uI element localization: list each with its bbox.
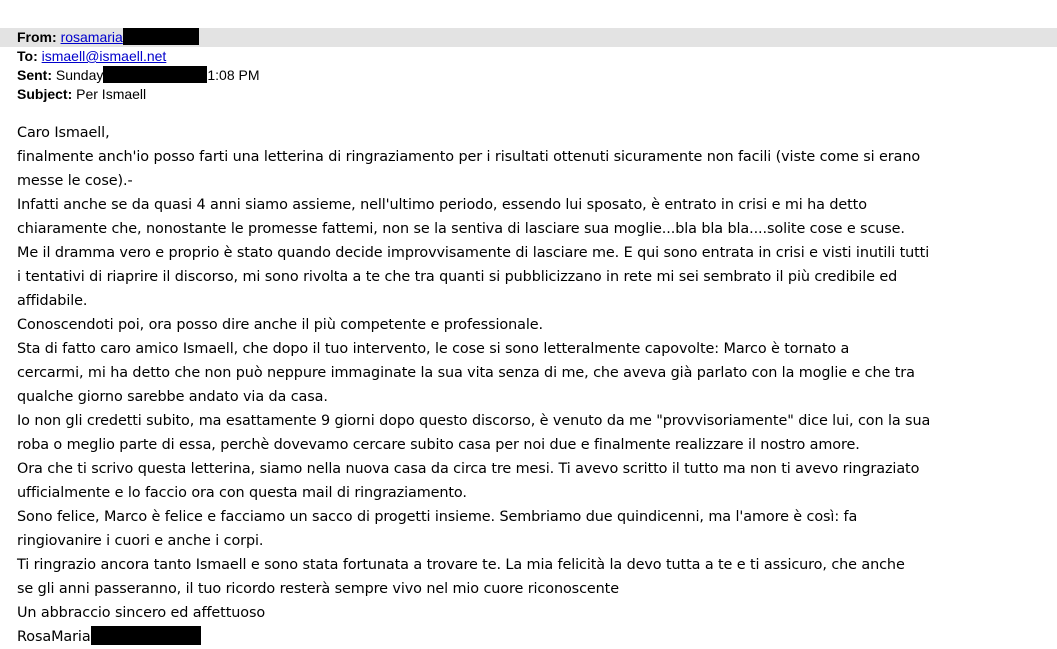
body-line: Ora che ti scrivo questa letterina, siamo nella nuova casa da circa tre mesi. Ti avevo scritto il tutto ma non ti avevo ringraziato	[17, 461, 920, 477]
to-address-link[interactable]: ismaell@ismaell.net	[41, 48, 167, 64]
body-line: finalmente anch'io posso farti una letterina di ringraziamento per i risultati ottenuti sicuramente non facili (viste come si erano	[17, 149, 921, 165]
body-line: Sono felice, Marco è felice e facciamo un sacco di progetti insieme. Sembriamo due quindicenni, ma l'amore è così: fa	[17, 509, 858, 525]
sent-label: Sent:	[17, 67, 52, 83]
signature-line	[17, 625, 1053, 649]
sent-day: Sunday	[55, 67, 104, 83]
from-address-link[interactable]: rosamaria	[60, 29, 123, 45]
subject-value: Per Ismaell	[76, 86, 147, 102]
to-row	[0, 47, 1057, 66]
email-header	[0, 28, 1057, 104]
body-line: affidabile.	[17, 293, 88, 309]
sent-time: 1:08 PM	[207, 67, 260, 83]
body-line: Me il dramma vero e proprio è stato quando decide improvvisamente di lasciare me. E qui sono entrata in crisi e visti inutili tutti	[17, 245, 930, 261]
sent-row	[0, 66, 1057, 85]
body-line: Io non gli credetti subito, ma esattamente 9 giorni dopo questo discorso, è venuto da me "provvisoriamente" dice lui, con la sua	[17, 413, 931, 429]
body-line: chiaramente che, nonostante le promesse fattemi, non se la sentiva di lasciare sua moglie...bla bla bla....solite cose e scuse.	[17, 221, 905, 237]
signature-name: RosaMaria	[17, 629, 91, 645]
body-line: Caro Ismaell,	[17, 125, 110, 141]
from-row	[0, 28, 1057, 47]
subject-row	[0, 85, 1057, 104]
body-line: Conoscendoti poi, ora posso dire anche il più competente e professionale.	[17, 317, 543, 333]
body-line: Sta di fatto caro amico Ismaell, che dopo il tuo intervento, le cose si sono letteralmente capovolte: Marco è tornato a	[17, 341, 850, 357]
subject-label: Subject:	[17, 86, 73, 102]
body-line: cercarmi, mi ha detto che non può neppure immaginate la sua vita senza di me, che aveva già parlato con la moglie e che tra	[17, 365, 915, 381]
body-line: Infatti anche se da quasi 4 anni siamo assieme, nell'ultimo periodo, essendo lui sposato, è entrato in crisi e mi ha detto	[17, 197, 867, 213]
to-label: To:	[17, 48, 38, 64]
email-body	[17, 121, 1053, 649]
body-line: i tentativi di riaprire il discorso, mi sono rivolta a te che tra quanti si pubblicizzano in rete mi sei sembrato il più credibile ed	[17, 269, 898, 285]
body-line: messe le cose).-	[17, 173, 133, 189]
redaction-bar	[103, 66, 207, 83]
redaction-bar	[123, 28, 199, 45]
body-line: ufficialmente e lo faccio ora con questa mail di ringraziamento.	[17, 485, 467, 501]
body-line: ringiovanire i cuori e anche i corpi.	[17, 533, 264, 549]
from-label: From:	[17, 29, 57, 45]
body-line: Ti ringrazio ancora tanto Ismaell e sono stata fortunata a trovare te. La mia felicità la devo tutta a te e ti assicuro, che anche	[17, 557, 905, 573]
body-line: roba o meglio parte di essa, perchè dovevamo cercare subito casa per noi due e finalmente realizzare il nostro amore.	[17, 437, 860, 453]
body-line: se gli anni passeranno, il tuo ricordo resterà sempre vivo nel mio cuore riconoscente	[17, 581, 619, 597]
redaction-bar	[91, 626, 201, 645]
body-line: qualche giorno sarebbe andato via da casa.	[17, 389, 328, 405]
body-line: Un abbraccio sincero ed affettuoso	[17, 605, 266, 621]
